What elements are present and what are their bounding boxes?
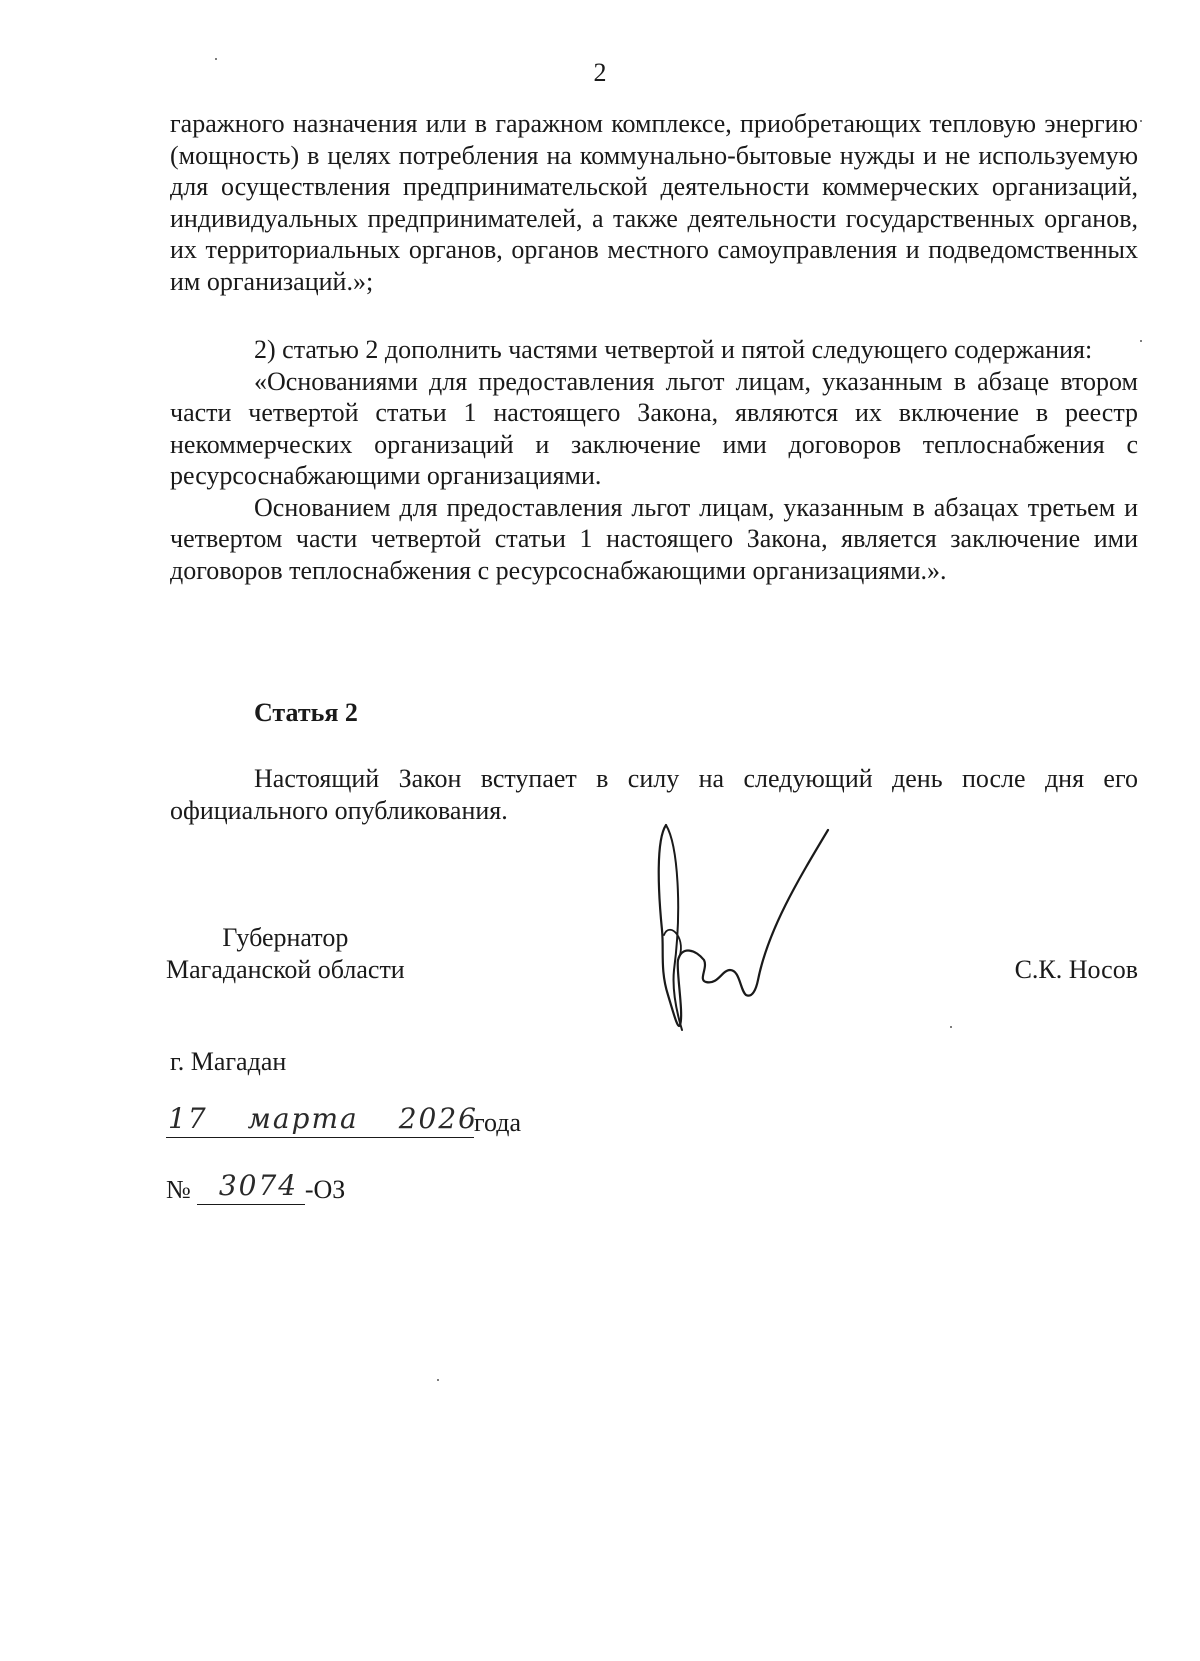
- article-body-block: [170, 763, 1138, 826]
- number-sign: №: [166, 1175, 191, 1204]
- date-field: [166, 1102, 478, 1138]
- paragraph-4: Основанием для предоставления льгот лицам, указанным в абзацах третьем и четвертом части четвертой статьи 1 настоящего Закона, является заключение ими договоров теплоснабжения с ресурсоснабжающими организациями.».: [170, 492, 1138, 585]
- handwritten-signature: [648, 820, 848, 1040]
- article-title: Статья 2: [254, 698, 358, 727]
- paragraph-3: «Основаниями для предоставления льгот лицам, указанным в абзаце втором части четвертой статьи 1 настоящего Закона, являются их включение в реестр некоммерческих организаций и заключение ими договоров теплоснабжения с ресурсоснабжающими организациями.: [170, 366, 1138, 490]
- date-day: 17: [168, 1102, 208, 1135]
- signer-position-line1: Губернатор: [222, 923, 349, 952]
- date-suffix: года: [474, 1108, 522, 1137]
- number-suffix: -ОЗ: [304, 1175, 346, 1204]
- scan-speck: [1140, 340, 1142, 342]
- date-month: марта: [247, 1102, 359, 1135]
- signer-position: [166, 922, 405, 986]
- paragraph-2: 2) статью 2 дополнить частями четвертой и пятой следующего содержания:: [254, 335, 1093, 364]
- page-number: 2: [593, 58, 607, 87]
- amendment-block: [170, 334, 1138, 586]
- signer-position-line2: Магаданской области: [166, 955, 405, 984]
- signer-name: С.К. Носов: [1014, 955, 1138, 984]
- law-number-line: [166, 1169, 346, 1212]
- date-line: [166, 1102, 522, 1145]
- paragraph-1: гаражного назначения или в гаражном комплексе, приобретающих тепловую энергию (мощность) в целях потребления на коммунально-бытовые нужды и не используемую для осуществления предпринимательской деятельности коммерческих организаций, индивидуальных предпринимателей, а также деятельности государственных органов, их территориальных органов, органов местного самоуправления и подведомственных им организаций.»;: [170, 109, 1138, 296]
- paragraph-5: Настоящий Закон вступает в силу на следующий день после дня его официального опубликования.: [170, 764, 1138, 825]
- scan-speck: [215, 58, 217, 60]
- date-year: 2026: [398, 1102, 478, 1135]
- number-field: [197, 1169, 305, 1205]
- article-heading-block: [170, 697, 1138, 729]
- scan-speck: [950, 1026, 952, 1028]
- handwritten-date: [168, 1102, 478, 1135]
- scan-speck: [437, 1379, 439, 1381]
- city-line: г. Магадан: [170, 1047, 287, 1076]
- handwritten-number: 3074: [218, 1169, 299, 1202]
- scan-speck: [1140, 120, 1142, 122]
- paragraph-continuation: [170, 108, 1138, 297]
